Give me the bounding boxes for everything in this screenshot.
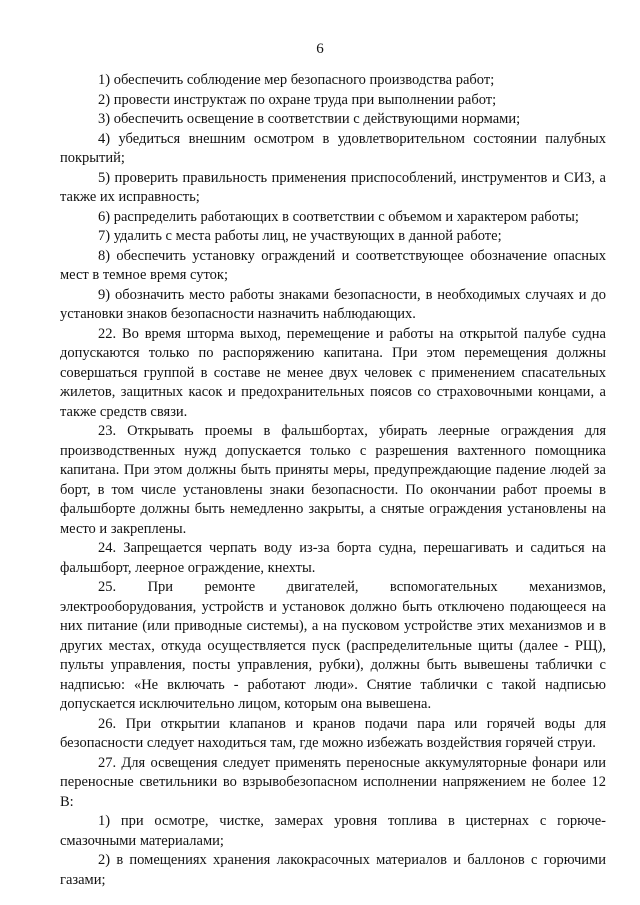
paragraph: 6) распределить работающих в соответствии с объемом и характером работы;: [98, 208, 579, 225]
paragraph: 5) проверить правильность применения приспособлений, инструментов и СИЗ, а также их исправность;: [60, 169, 606, 205]
paragraph: 8) обеспечить установку ограждений и соответствующее обозначение опасных мест в темное время суток;: [60, 247, 606, 283]
paragraph: 3) обеспечить освещение в соответствии с действующими нормами;: [98, 111, 521, 127]
paragraph: 2) провести инструктаж по охране труда при выполнении работ;: [98, 91, 497, 108]
paragraph: 24. Запрещается черпать воду из-за борта судна, перешагивать и садиться на фальшборт, леерное ограждение, кнехты.: [60, 540, 606, 576]
paragraph: 1) при осмотре, чистке, замерах уровня топлива в цистернах с горюче-смазочными материалами;: [60, 813, 606, 849]
paragraph: 4) убедиться внешним осмотром в удовлетворительном состоянии палубных покрытий;: [60, 130, 606, 166]
paragraph: 7) удалить с места работы лиц, не участвующих в данной работе;: [98, 228, 502, 244]
paragraph: 26. При открытии клапанов и кранов подачи пара или горячей воды для безопасности следует находиться там, где можно избежать воздействия горячей струи.: [60, 715, 606, 751]
paragraph: 22. Во время шторма выход, перемещение и работы на открытой палубе судна допускаются только по распоряжению капитана. При этом перемещения должны совершаться группой в составе не менее двух человек с применением спасательных жилетов, защитных касок и предохранительных поясов со страховочными концами, а также средств связи.: [60, 325, 606, 420]
paragraph: 27. Для освещения следует применять переносные аккумуляторные фонари или переносные светильники во взрывобезопасном исполнении напряжением не более 12 В:: [60, 754, 606, 810]
page-number: 6: [316, 41, 324, 57]
paragraph: 23. Открывать проемы в фальшбортах, убирать леерные ограждения для производственных нужд допускается только с разрешения вахтенного помощника капитана. При этом должны быть приняты меры, предупреждающие падение людей за борт, в том числе установлены знаки безопасности. По окончании работ проемы в фальшборте должны быть немедленно закрыты, а снятые ограждения установлены на место и закреплены.: [60, 423, 606, 537]
paragraph: 25. При ремонте двигателей, вспомогательных механизмов, электрооборудования, устройств и установок должно быть отключено подающееся на них питание (или приводные системы), а на пусковом устройстве этих механизмов и в других местах, откуда осуществляется пуск (распределительные щиты (далее - РЩ), пульты управления, посты управления, рубки), должны быть вывешены таблички с надписью: «Не включать - работают люди». Снятие таблички с такой надписью допускается исключительно лицом, которым она вывешена.: [60, 579, 606, 712]
document-body: [60, 71, 606, 890]
paragraph: 9) обозначить место работы знаками безопасности, в необходимых случаях и до установки знаков безопасности назначить наблюдающих.: [60, 286, 606, 322]
paragraph: 2) в помещениях хранения лакокрасочных материалов и баллонов с горючими газами;: [60, 852, 606, 888]
paragraph: 1) обеспечить соблюдение мер безопасного производства работ;: [98, 72, 495, 88]
